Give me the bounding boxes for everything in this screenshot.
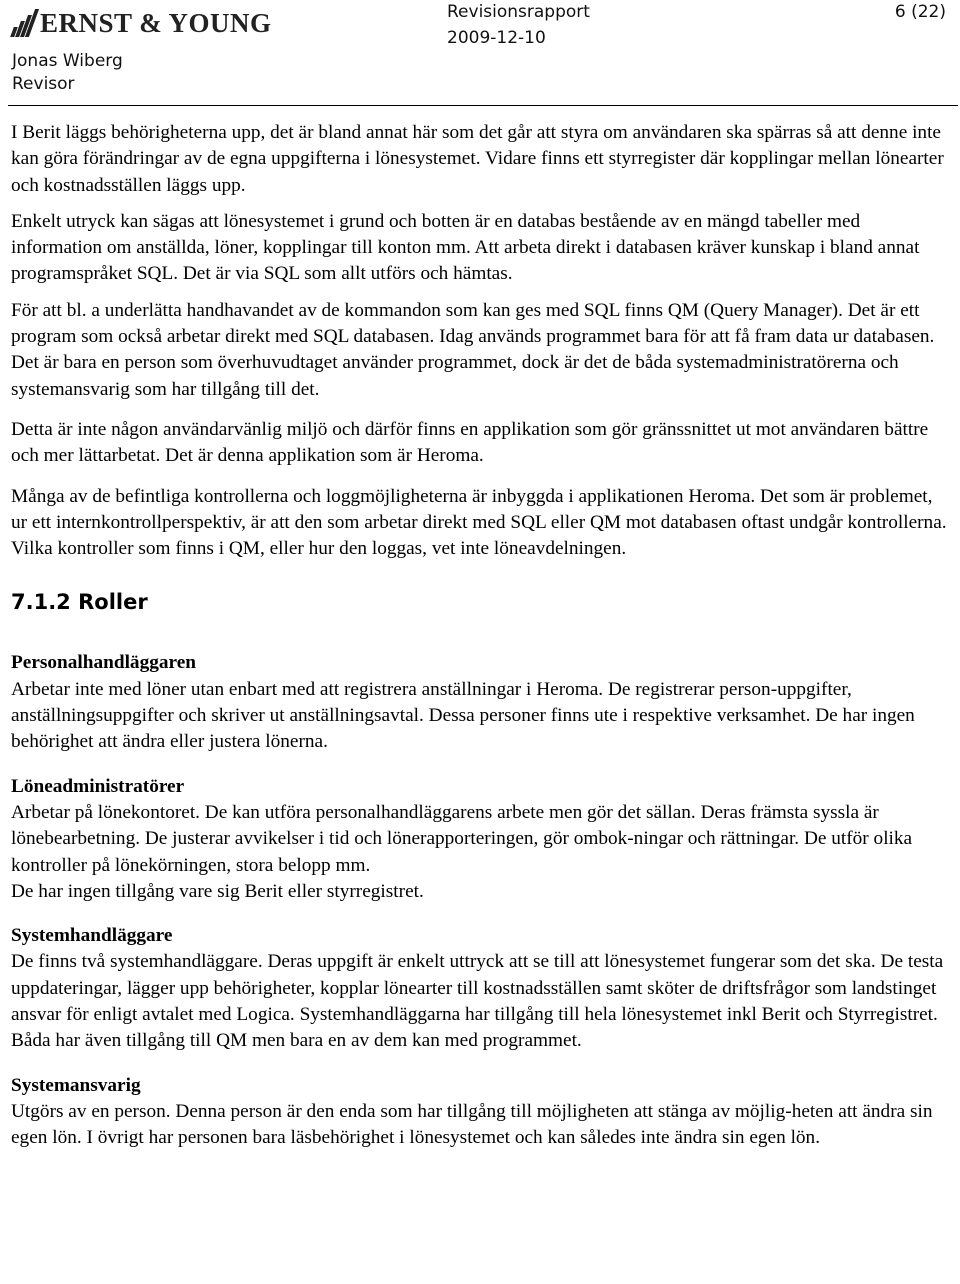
role-heading: Löneadministratörer	[11, 775, 185, 797]
role-description: Arbetar på lönekontoret. De kan utföra personalhandläggarens arbete men gör det sällan. Deras främsta syssla är lönebearbetning. De justerar avvikelser i tid och lönerapporteringen, gör ombok-ningar och rättningar. De utför olika kontroller på lönekörningen, stora belopp mm.	[11, 801, 913, 876]
ernst-young-logo	[12, 6, 272, 40]
role-description: De har ingen tillgång vare sig Berit eller styrregistret.	[11, 880, 424, 902]
author-name: Jonas Wiberg	[12, 51, 123, 71]
document-title: Revisionsrapport	[447, 2, 590, 22]
role-description: Utgörs av en person. Denna person är den enda som har tillgång till möjligheten att stänga av möjlig-heten att ändra sin egen lön. I övrigt har personen bara läsbehörighet i lönesystemet och kan således inte ändra sin egen lön.	[11, 1100, 933, 1149]
author-block	[12, 50, 123, 96]
role-description: De finns två systemhandläggare. Deras uppgift är enkelt uttryck att se till att lönesystemet fungerar som det ska. De testa uppdateringar, lägger upp behörigheter, kopplar lönearter till kostnadsställen samt sköter de driftsfrågor som landstinget ansvar för enligt avtalet med Logica. Systemhandläggarna har tillgång till hela lönesystemet inkl Berit och Styrregistret. Båda har även tillgång till QM men bara en av dem kan med programmet.	[11, 951, 944, 1052]
logo-text: ERNST & YOUNG	[40, 7, 272, 38]
paragraph: För att bl. a underlätta handhavandet av de kommandon som kan ges med SQL finns QM (Query Manager). Det är ett program som också arbetar direkt med SQL databasen. Idag används programmet bara för att få fram data ur databasen. Det är bara en person som överhuvudtaget använder programmet, dock är det de båda systemadministratörerna och systemansvarig som har tillgång till det.	[11, 299, 935, 400]
role-description: Arbetar inte med löner utan enbart med att registrera anställningar i Heroma. De registrerar person-uppgifter, anställningsuppgifter och skriver ut anställningsavtal. Dessa personer finns ute i respektive verksamhet. De har ingen behörighet att ändra eller justera lönerna.	[11, 678, 915, 753]
paragraph: Många av de befintliga kontrollerna och loggmöjligheterna är inbyggda i applikationen Heroma. Det som är problemet, ur ett internkontrollperspektiv, är att den som arbetar direkt med SQL eller QM mot databasen oftast undgår kontrollerna. Vilka kontroller som finns i QM, eller hur den loggas, vet inte löneavdelningen.	[11, 485, 947, 560]
header-divider	[8, 105, 958, 106]
page-number: 6 (22)	[894, 2, 946, 22]
document-date: 2009-12-10	[447, 28, 546, 48]
section-heading: 7.1.2 Roller	[11, 590, 148, 615]
role-heading: Systemansvarig	[11, 1074, 141, 1096]
document-body	[11, 120, 953, 1152]
paragraph: I Berit läggs behörigheterna upp, det är bland annat här som det går att styra om användaren ska spärras så att denne inte kan göra förändringar av de egna uppgifterna i lönesystemet. Vidare finns ett styrregister där kopplingar mellan lönearter och kostnadsställen läggs upp.	[11, 122, 944, 196]
logo-bars-icon	[12, 9, 34, 37]
paragraph: Enkelt utryck kan sägas att lönesystemet i grund och botten är en databas bestående av en mängd tabeller med information om anställda, löner, kopplingar till konton mm. Att arbeta direkt i databasen kräver kunskap i bland annat programspråket SQL. Det är via SQL som allt utförs och hämtas.	[11, 210, 920, 285]
page-header	[0, 0, 960, 112]
role-heading: Systemhandläggare	[11, 925, 173, 947]
paragraph: Detta är inte någon användarvänlig miljö och därför finns en applikation som gör gränssnittet ut mot användaren bättre och mer lättarbetat. Det är denna applikation som är Heroma.	[11, 418, 929, 467]
author-role: Revisor	[12, 74, 75, 94]
role-heading: Personalhandläggaren	[11, 652, 196, 674]
